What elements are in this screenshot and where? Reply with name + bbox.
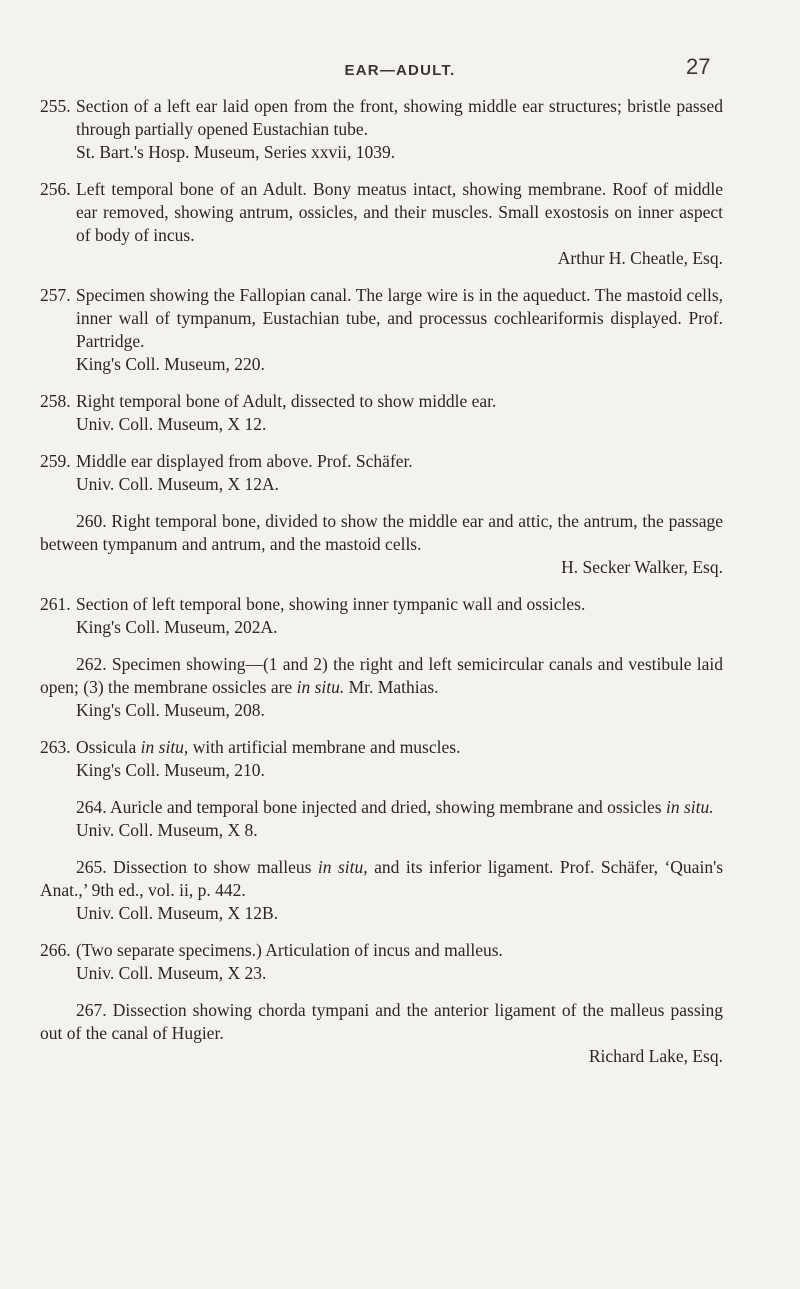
entry-number: 255. bbox=[40, 96, 71, 116]
entry-description-start: Ossicula bbox=[76, 737, 137, 757]
running-head: EAR—ADULT. bbox=[344, 62, 456, 79]
entry-number: 256. bbox=[40, 179, 71, 199]
entry-reference: Univ. Coll. Museum, X 12A. bbox=[76, 474, 280, 494]
entry-number: 266. bbox=[40, 940, 71, 960]
entry-number: 257. bbox=[40, 285, 71, 305]
entry-reference: King's Coll. Museum, 220. bbox=[76, 354, 265, 374]
entry-number: 260. bbox=[76, 511, 107, 531]
catalogue-entry bbox=[0, 939, 800, 985]
entry-donor: Richard Lake, Esq. bbox=[588, 1046, 723, 1066]
entry-reference: King's Coll. Museum, 202A. bbox=[76, 617, 278, 637]
entry-description: (Two separate specimens.) Articulation of incus and malleus. bbox=[76, 940, 503, 960]
entry-reference: Univ. Coll. Museum, X 12B. bbox=[76, 903, 279, 923]
entry-number: 259. bbox=[40, 451, 71, 471]
catalogue-entry bbox=[0, 999, 800, 1068]
entry-donor: H. Secker Walker, Esq. bbox=[561, 557, 723, 577]
entry-reference: King's Coll. Museum, 210. bbox=[76, 760, 265, 780]
entry-description: Auricle and temporal bone injected and dried, showing membrane and ossicles bbox=[110, 797, 662, 817]
entry-donor: Arthur H. Cheatle, Esq. bbox=[557, 248, 723, 268]
catalogue-entry bbox=[0, 736, 800, 782]
entry-description: Specimen showing the Fallopian canal. The large wire is in the aqueduct. The mastoid cells, inner wall of tympanum, Eustachian tube, and processus cochleariformis displayed. Prof. Partridge. bbox=[76, 285, 723, 351]
entry-number: 258. bbox=[40, 391, 71, 411]
entry-number: 265. bbox=[76, 857, 107, 877]
entry-description: Right temporal bone, divided to show the middle ear and attic, the antrum, the passage between tympanum and antrum, and the mastoid cells. bbox=[40, 511, 724, 554]
page-number: 27 bbox=[686, 54, 711, 79]
entry-description: Section of a left ear laid open from the front, showing middle ear structures; bristle passed through partially opened Eustachian tube. bbox=[76, 96, 723, 139]
entry-number: 267. bbox=[76, 1000, 107, 1020]
page-header bbox=[0, 54, 800, 90]
catalogue-entry bbox=[0, 284, 800, 376]
catalogue-entry bbox=[0, 95, 800, 164]
catalogue-entry bbox=[0, 450, 800, 496]
italic-term: in situ. bbox=[666, 797, 714, 817]
entry-description: Dissection showing chorda tympani and the anterior ligament of the malleus passing out of the canal of Hugier. bbox=[40, 1000, 724, 1043]
catalogue-entry bbox=[0, 653, 800, 722]
entry-description: Specimen showing—(1 and 2) the right and left semicircular canals and vestibule laid open; (3) the membrane ossicles are bbox=[40, 654, 723, 697]
entry-reference: St. Bart.'s Hosp. Museum, Series xxvii, 1039. bbox=[76, 142, 396, 162]
entry-description-end: and its inferior ligament. Prof. Schäfer, ‘Quain's Anat.,’ 9th ed., vol. ii, p. 442. bbox=[40, 857, 724, 900]
entry-reference: Univ. Coll. Museum, X 12. bbox=[76, 414, 267, 434]
entry-description-end: with artificial membrane and muscles. bbox=[192, 737, 461, 757]
catalogue-entry bbox=[0, 390, 800, 436]
entry-description: Right temporal bone of Adult, dissected to show middle ear. bbox=[76, 391, 497, 411]
catalogue-entry bbox=[0, 510, 800, 579]
entry-description-start: Dissection to show malleus bbox=[113, 857, 312, 877]
italic-term: in situ, bbox=[317, 857, 368, 877]
catalogue-entry bbox=[0, 178, 800, 270]
catalogue-entry bbox=[0, 593, 800, 639]
entry-number: 263. bbox=[40, 737, 71, 757]
entry-description: Section of left temporal bone, showing inner tympanic wall and ossicles. bbox=[76, 594, 586, 614]
italic-term: in situ, bbox=[140, 737, 189, 757]
italic-term: in situ. bbox=[296, 677, 345, 697]
entry-description: Left temporal bone of an Adult. Bony meatus intact, showing membrane. Roof of middle ear removed, showing antrum, ossicles, and their muscles. Small exostosis on inner aspect of body of incus. bbox=[76, 179, 723, 245]
entry-reference: King's Coll. Museum, 208. bbox=[76, 700, 265, 720]
catalogue-entries bbox=[0, 95, 800, 1068]
entry-reference: Univ. Coll. Museum, X 8. bbox=[76, 820, 258, 840]
entry-donor: Mr. Mathias. bbox=[348, 677, 439, 697]
entry-number: 262. bbox=[76, 654, 107, 674]
entry-number: 261. bbox=[40, 594, 71, 614]
catalogue-entry bbox=[0, 856, 800, 925]
entry-number: 264. bbox=[76, 797, 107, 817]
entry-reference: Univ. Coll. Museum, X 23. bbox=[76, 963, 267, 983]
entry-description: Middle ear displayed from above. Prof. Schäfer. bbox=[76, 451, 413, 471]
catalogue-entry bbox=[0, 796, 800, 842]
